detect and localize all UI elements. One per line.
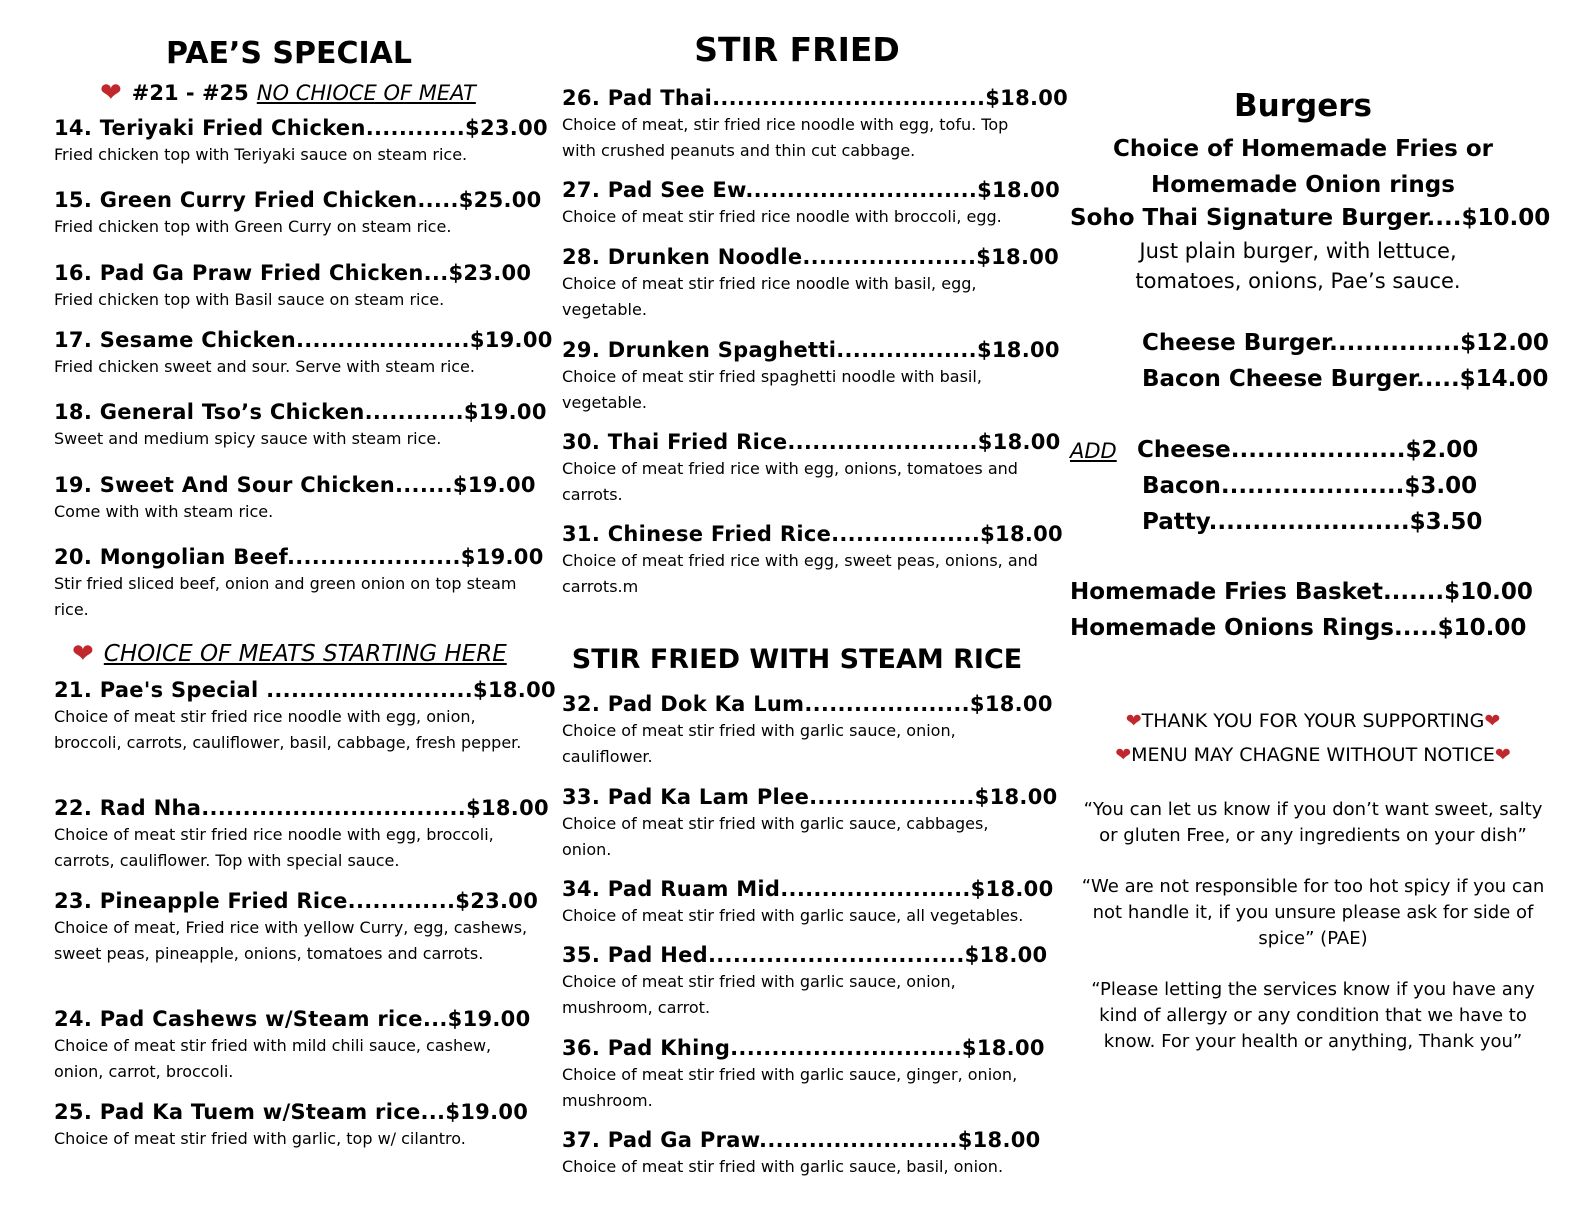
signature-burger-desc-line1: Just plain burger, with lettuce, (1139, 239, 1457, 263)
item-desc: Choice of meat stir fried with garlic sauce, basil, onion. (562, 1157, 1004, 1176)
burgers-choice-line1: Choice of Homemade Fries or (1112, 136, 1494, 162)
add-patty: Patty.......................$3.50 (1142, 509, 1483, 535)
menu-item (54, 545, 544, 623)
item-name: 33. Pad Ka Lam Plee....................$18.00 (562, 785, 1058, 809)
item-desc: Choice of meat stir fried with garlic sauce, onion, mushroom, carrot. (562, 972, 956, 1017)
item-name: 23. Pineapple Fried Rice.............$23.00 (54, 889, 539, 913)
item-desc: Choice of meat stir fried spaghetti noodle with basil, vegetable. (562, 367, 982, 412)
menu-item (562, 86, 1069, 164)
item-name: 30. Thai Fried Rice.......................$18.00 (562, 430, 1061, 454)
item-name: 17. Sesame Chicken.....................$19.00 (54, 328, 553, 352)
item-name: 16. Pad Ga Praw Fried Chicken...$23.00 (54, 261, 532, 285)
quote-spicy: “We are not responsible for too hot spicy if you can not handle it, if you unsure please ask for side of spice” (PAE) (1081, 876, 1545, 949)
menu-item (562, 338, 1060, 416)
item-name: 19. Sweet And Sour Chicken.......$19.00 (54, 473, 536, 497)
menu-item (54, 261, 534, 313)
choice-note-text: CHOICE OF MEATS STARTING HERE (103, 641, 507, 667)
menu-item (562, 522, 1063, 600)
item-desc: Sweet and medium spicy sauce with steam rice. (54, 429, 442, 448)
pae-special-title: PAE’S SPECIAL (166, 36, 412, 71)
item-desc: Fried chicken top with Teriyaki sauce on steam rice. (54, 145, 468, 164)
item-name: 26. Pad Thai.................................$18.00 (562, 86, 1069, 110)
menu-item (562, 245, 1060, 323)
choice-of-meats-note (72, 641, 507, 667)
menu-item (562, 1128, 1042, 1180)
cheese-burger: Cheese Burger...............$12.00 (1142, 330, 1549, 356)
item-name: 32. Pad Dok Ka Lum....................$18.00 (562, 692, 1053, 716)
menu-item (54, 188, 542, 240)
item-name: 20. Mongolian Beef.....................$19.00 (54, 545, 544, 569)
thanks-notice (1068, 704, 1558, 738)
signature-burger: Soho Thai Signature Burger....$10.00 (1070, 205, 1551, 231)
item-desc: Choice of meat, Fried rice with yellow Curry, egg, cashews, sweet peas, pineapple, onions, tomatoes and carrots. (54, 918, 528, 963)
item-desc: Fried chicken top with Basil sauce on steam rice. (54, 290, 445, 309)
item-desc: Choice of meat stir fried rice noodle with basil, egg, vegetable. (562, 274, 977, 319)
item-desc: Choice of meat stir fried with garlic sauce, ginger, onion, mushroom. (562, 1065, 1018, 1110)
item-desc: Choice of meat stir fried with garlic sauce, cabbages, onion. (562, 814, 989, 859)
item-desc: Choice of meat stir fried rice noodle with broccoli, egg. (562, 207, 1002, 226)
fries-basket: Homemade Fries Basket.......$10.00 (1070, 579, 1533, 605)
stir-fried-title: STIR FRIED (694, 30, 900, 69)
item-name: 29. Drunken Spaghetti.................$18.00 (562, 338, 1060, 362)
menu-item (562, 1036, 1045, 1114)
menu-item (54, 796, 549, 874)
item-name: 31. Chinese Fried Rice..................$18.00 (562, 522, 1063, 546)
item-desc: Choice of meat fried rice with egg, sweet peas, onions, and carrots.m (562, 551, 1038, 596)
item-name: 18. General Tso’s Chicken............$19.00 (54, 400, 547, 424)
item-desc: Choice of meat stir fried rice noodle with egg, onion, broccoli, carrots, cauliflower, basil, cabbage, fresh pepper. (54, 707, 522, 752)
item-desc: Choice of meat stir fried with garlic sauce, onion, cauliflower. (562, 721, 956, 766)
item-desc: Choice of meat stir fried rice noodle with egg, broccoli, carrots, cauliflower. Top with special sauce. (54, 825, 494, 870)
menu-item (54, 116, 548, 168)
item-desc: Choice of meat fried rice with egg, onions, tomatoes and carrots. (562, 459, 1018, 504)
item-name: 14. Teriyaki Fried Chicken............$23.00 (54, 116, 548, 140)
menu-item (562, 943, 1048, 1021)
item-desc: Fried chicken top with Green Curry on steam rice. (54, 217, 452, 236)
item-name: 25. Pad Ka Tuem w/Steam rice...$19.00 (54, 1100, 529, 1124)
item-desc: Choice of meat, stir fried rice noodle with egg, tofu. Top with crushed peanuts and thin cut cabbage. (562, 115, 1009, 160)
item-name: 21. Pae's Special .........................$18.00 (54, 678, 556, 702)
menu-item (54, 328, 553, 380)
item-desc: Stir fried sliced beef, onion and green onion on top steam rice. (54, 574, 517, 619)
add-bacon: Bacon.....................$3.00 (1142, 473, 1478, 499)
menu-item (54, 473, 534, 525)
item-name: 22. Rad Nha................................$18.00 (54, 796, 549, 820)
heart-icon: ❤ (1115, 744, 1132, 766)
item-name: 35. Pad Hed...............................$18.00 (562, 943, 1048, 967)
menu-item (562, 178, 1060, 230)
thanks-text: THANK YOU FOR YOUR SUPPORTING (1141, 710, 1485, 732)
add-cheese: Cheese....................$2.00 (1137, 437, 1479, 463)
bacon-cheese-burger: Bacon Cheese Burger.....$14.00 (1142, 366, 1549, 392)
menu-change-notice (1068, 738, 1558, 772)
menu-item (562, 877, 1054, 929)
item-name: 37. Pad Ga Praw........................$18.00 (562, 1128, 1041, 1152)
add-label: ADD (1070, 439, 1117, 463)
item-desc: Choice of meat stir fried with mild chili sauce, cashew, onion, carrot, broccoli. (54, 1036, 492, 1081)
menu-item (54, 889, 539, 967)
item-desc: Come with with steam rice. (54, 502, 274, 521)
heart-icon: ❤ (100, 78, 122, 108)
item-name: 27. Pad See Ew............................$18.00 (562, 178, 1060, 202)
onion-rings: Homemade Onions Rings.....$10.00 (1070, 615, 1527, 641)
item-name: 36. Pad Khing............................$18.00 (562, 1036, 1045, 1060)
burgers-choice-line2: Homemade Onion rings (1151, 172, 1455, 198)
item-name: 34. Pad Ruam Mid.......................$18.00 (562, 877, 1054, 901)
note-range: #21 - #25 (131, 81, 249, 105)
heart-icon: ❤ (1125, 710, 1142, 732)
menu-item (562, 785, 1058, 863)
item-desc: Fried chicken sweet and sour. Serve with steam rice. (54, 357, 475, 376)
item-desc: Choice of meat stir fried with garlic, top w/ cilantro. (54, 1129, 466, 1148)
heart-icon: ❤ (1494, 744, 1511, 766)
quote-allergy: “Please letting the services know if you have any kind of allergy or any condition that we have to know. For your health or anything, Thank you” (1091, 979, 1535, 1052)
item-name: 24. Pad Cashews w/Steam rice...$19.00 (54, 1007, 531, 1031)
item-name: 15. Green Curry Fried Chicken.....$25.00 (54, 188, 542, 212)
no-choice-note (100, 80, 476, 106)
menu-item (54, 400, 547, 452)
menu-change-text: MENU MAY CHAGNE WITHOUT NOTICE (1131, 744, 1495, 766)
heart-icon: ❤ (1484, 710, 1501, 732)
menu-item (562, 692, 1053, 770)
note-text: NO CHIOCE OF MEAT (256, 81, 476, 105)
menu-item (562, 430, 1061, 508)
heart-icon: ❤ (72, 639, 94, 669)
stir-fried-steam-rice-title: STIR FRIED WITH STEAM RICE (571, 644, 1023, 675)
menu-item (54, 1100, 534, 1152)
quote-dietary: “You can let us know if you don’t want sweet, salty or gluten Free, or any ingredients on your dish” (1083, 799, 1543, 846)
signature-burger-desc-line2: tomatoes, onions, Pae’s sauce. (1135, 269, 1461, 293)
menu-item (54, 678, 556, 756)
burgers-title: Burgers (1234, 88, 1372, 124)
menu-item (54, 1007, 534, 1085)
item-desc: Choice of meat stir fried with garlic sauce, all vegetables. (562, 906, 1024, 925)
item-name: 28. Drunken Noodle.....................$18.00 (562, 245, 1060, 269)
